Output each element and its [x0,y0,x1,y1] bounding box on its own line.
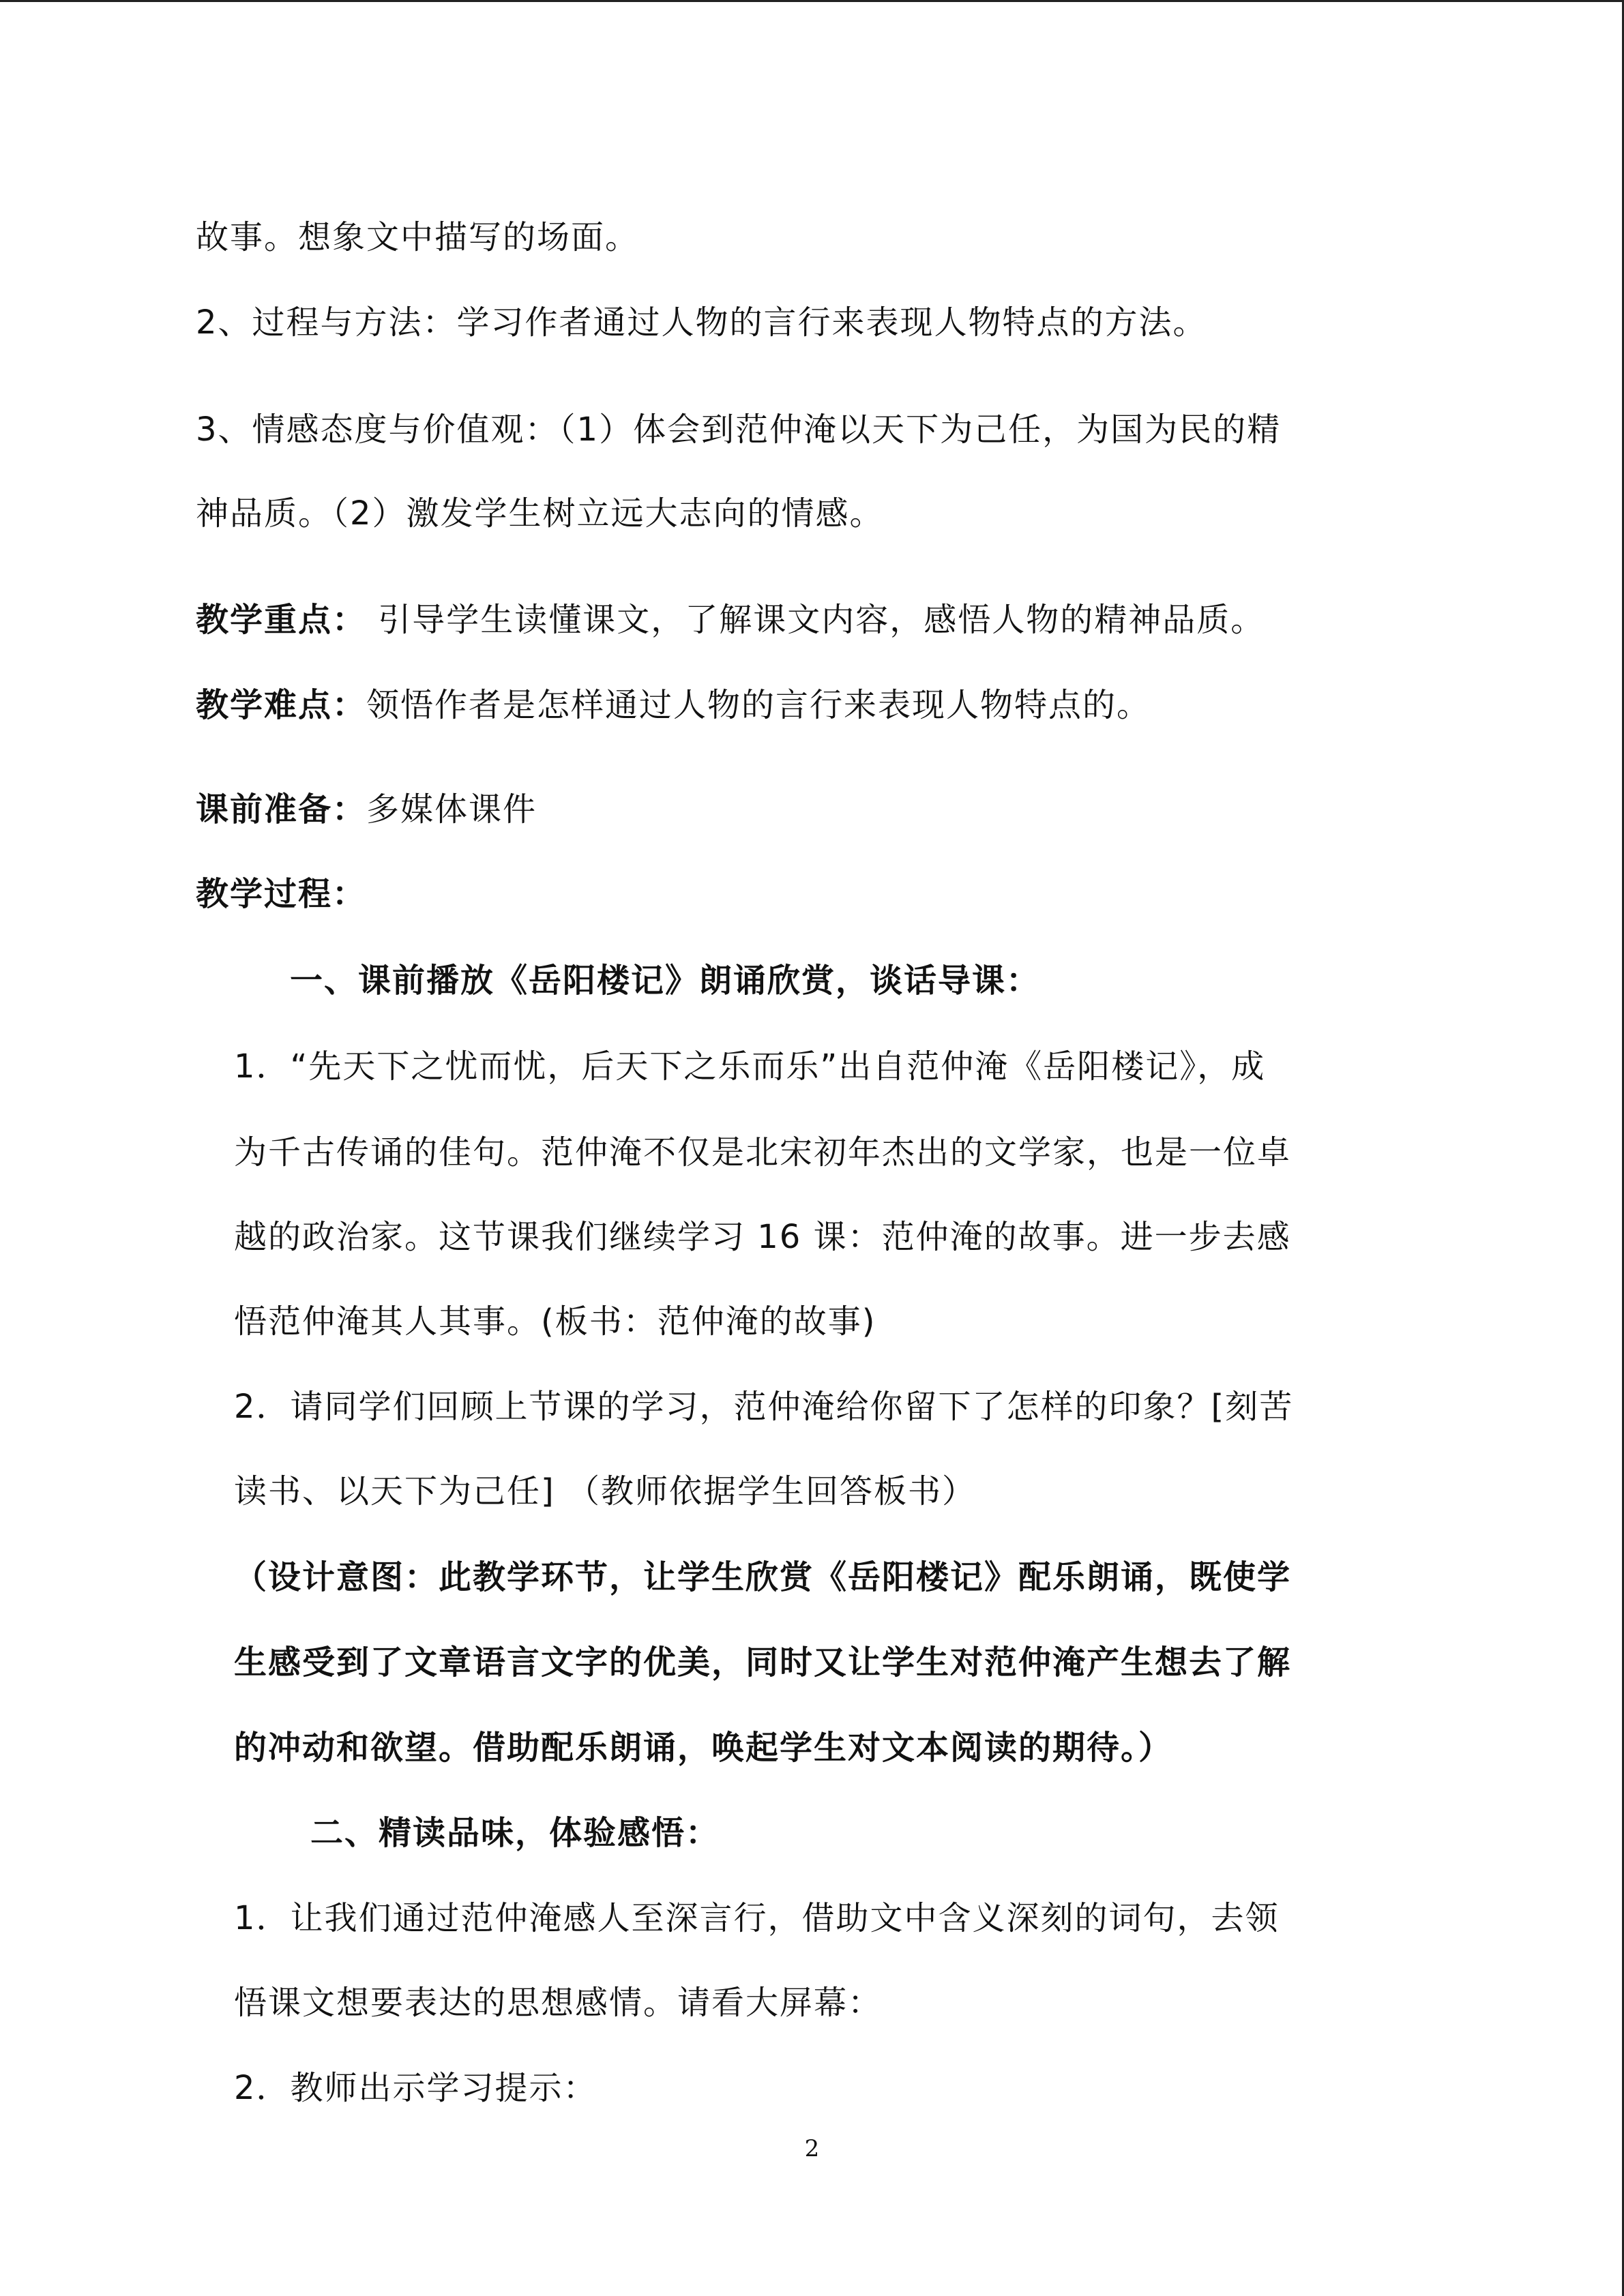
difficulty-label: 教学难点： [196,686,367,724]
design-intent-line-1: （设计意图：此教学环节，让学生欣赏《岳阳楼记》配乐朗诵，既使学 [234,1558,1292,1596]
section-1-para-2-line-2: 读书、以天下为己任] （教师依据学生回答板书） [234,1472,976,1510]
section-2-para-1-line-1: 1．让我们通过范仲淹感人至深言行，借助文中含义深刻的词句，去领 [234,1899,1280,1937]
preparation-line [196,789,537,830]
section-1-para-1-line-1: 1．“先天下之忧而忧，后天下之乐而乐”出自范仲淹《岳阳楼记》，成 [234,1047,1266,1086]
process-title: 教学过程： [196,875,367,913]
key-point-label: 教学重点： [196,601,367,639]
design-intent-line-2: 生感受到了文章语言文字的优美，同时又让学生对范仲淹产生想去了解 [234,1643,1292,1682]
preparation-text: 多媒体课件 [366,790,537,829]
difficulty-line [196,685,1151,726]
design-intent-line-3: 的冲动和欲望。借助配乐朗诵，唤起学生对文本阅读的期待。） [234,1729,1173,1767]
key-point-line [196,599,1265,640]
preparation-label: 课前准备： [196,790,367,829]
objective-continued-line: 故事。想象文中描写的场面。 [196,218,640,256]
section-2-para-2: 2．教师出示学习提示： [234,2069,597,2107]
difficulty-text: 领悟作者是怎样通过人物的言行来表现人物特点的。 [366,686,1151,724]
objective-item-2: 2、过程与方法：学习作者通过人物的言行来表现人物特点的方法。 [196,303,1207,342]
section-1-para-2-line-1: 2．请同学们回顾上节课的学习，范仲淹给你留下了怎样的印象？[刻苦 [234,1388,1294,1426]
objective-item-3-line-2: 神品质。（2）激发学生树立远大志向的情感。 [196,494,884,533]
key-point-text: 引导学生读懂课文，了解课文内容，感悟人物的精神品质。 [366,601,1265,639]
section-2-para-1-line-2: 悟课文想要表达的思想感情。请看大屏幕： [234,1984,883,2022]
section-1-para-1-line-3: 越的政治家。这节课我们继续学习 16 课：范仲淹的故事。进一步去感 [234,1218,1291,1256]
section-1-para-1-line-4: 悟范仲淹其人其事。(板书：范仲淹的故事) [234,1302,876,1341]
objective-item-3-line-1: 3、情感态度与价值观：（1）体会到范仲淹以天下为己任，为国为民的精 [196,411,1282,449]
section-1-heading: 一、课前播放《岳阳楼记》朗诵欣赏，谈话导课： [290,961,1041,1000]
section-1-para-1-line-2: 为千古传诵的佳句。范仲淹不仅是北宋初年杰出的文学家，也是一位卓 [234,1133,1292,1172]
section-2-heading: 二、精读品味，体验感悟： [310,1814,720,1852]
page-number: 2 [804,2135,820,2162]
